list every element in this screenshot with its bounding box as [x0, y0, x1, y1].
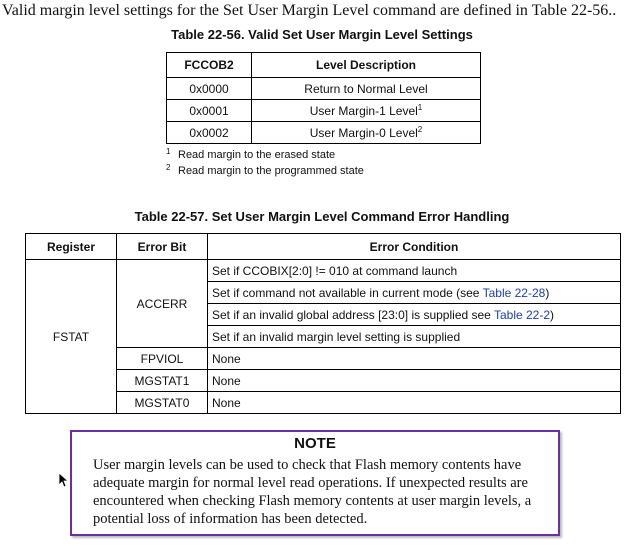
table-row: [167, 78, 481, 100]
level-description: User Margin-0 Level$^2$: [252, 122, 481, 144]
footnote-ref[interactable]: 2: [417, 124, 423, 134]
footnote-mark: 1: [166, 147, 171, 156]
margin-level-settings-table: [166, 52, 481, 144]
table-header-row: [26, 234, 621, 260]
note-box: [70, 430, 560, 536]
error-condition-cell: Set if an invalid global address [23:0] is supplied see Table 22-2): [208, 304, 621, 326]
error-condition-cell: None: [208, 348, 621, 370]
fccob2-value: 0x0000: [167, 78, 252, 100]
footnote: [166, 163, 364, 177]
table-caption: Table 22-56. Valid Set User Margin Level Settings: [171, 27, 473, 42]
error-condition-cell: None: [208, 370, 621, 392]
footnote: [166, 147, 335, 161]
level-description: Return to Normal Level: [252, 78, 481, 100]
table-link[interactable]: Table 22-28: [482, 285, 546, 300]
error-bit-cell: MGSTAT0: [117, 392, 208, 414]
error-bit-cell: ACCERR: [117, 260, 208, 348]
column-header: Error Bit: [117, 234, 208, 260]
footnote-ref[interactable]: 1: [417, 102, 423, 112]
table-row: [26, 260, 621, 282]
intro-paragraph: Valid margin level settings for the Set User Margin Level command are defined in Table 22-56..: [2, 2, 617, 19]
column-header: Register: [26, 234, 117, 260]
error-condition-cell: Set if CCOBIX[2:0] != 010 at command launch: [208, 260, 621, 282]
note-body: User margin levels can be used to check that Flash memory contents have adequate margin for normal level read operations. If unexpected results are encountered when checking Flash memory contents at user margin levels, a potential loss of information has been detected.: [93, 457, 532, 527]
error-bit-cell: FPVIOL: [117, 348, 208, 370]
level-description: User Margin-1 Level$^1$: [252, 100, 481, 122]
column-header: FCCOB2: [167, 53, 252, 78]
error-condition-cell: Set if an invalid margin level setting is supplied: [208, 326, 621, 348]
footnote-mark: 2: [166, 163, 171, 172]
error-condition-cell: Set if command not available in current mode (see Table 22-28): [208, 282, 621, 304]
error-handling-table: [25, 233, 621, 414]
footnote-text: Read margin to the programmed state: [178, 165, 364, 177]
register-cell: FSTAT: [26, 260, 117, 414]
error-bit-cell: MGSTAT1: [117, 370, 208, 392]
column-header: Level Description: [252, 53, 481, 78]
fccob2-value: 0x0001: [167, 100, 252, 122]
table-row: [167, 122, 481, 144]
mouse-pointer-icon: [58, 472, 68, 488]
fccob2-value: 0x0002: [167, 122, 252, 144]
table-caption: Table 22-57. Set User Margin Level Command Error Handling: [134, 209, 510, 224]
error-condition-cell: None: [208, 392, 621, 414]
note-title: NOTE: [294, 435, 336, 452]
column-header: Error Condition: [208, 234, 621, 260]
table-row: [167, 100, 481, 122]
table-header-row: [167, 53, 481, 78]
table-link[interactable]: Table 22-2: [493, 307, 551, 322]
footnote-text: Read margin to the erased state: [178, 149, 336, 161]
